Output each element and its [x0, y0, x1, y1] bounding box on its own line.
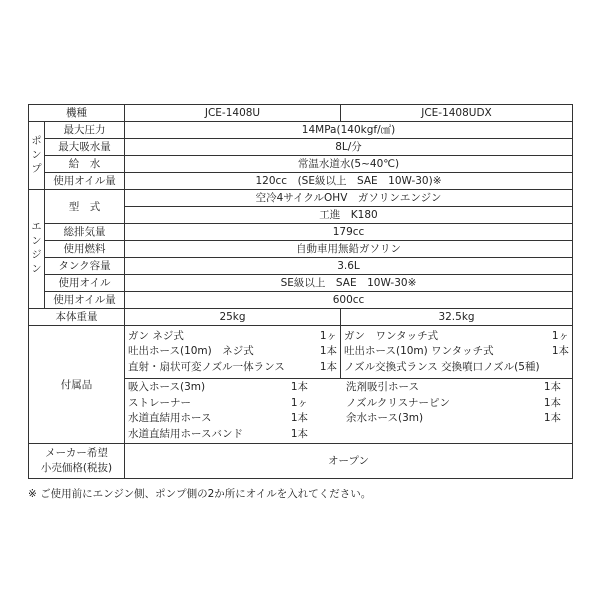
spec-value: 常温水道水(5~40℃): [125, 156, 573, 173]
spec-value: 3.6L: [125, 258, 573, 275]
accessories-u-cell: [125, 326, 341, 379]
spec-label: 給 水: [45, 156, 125, 173]
spec-value: 工進 K180: [125, 207, 573, 224]
weight-row: [29, 309, 573, 326]
list-item: 余水ホース(3m) 1本: [346, 412, 561, 424]
footnote: ※ ご使用前にエンジン側、ポンプ側の2か所にオイルを入れてください。: [28, 488, 372, 500]
engine-row: [29, 224, 573, 241]
list-item: ガン ネジ式 1ヶ: [128, 329, 337, 342]
list-item: 洗剤吸引ホース 1本: [346, 381, 561, 393]
model-udx: JCE-1408UDX: [341, 105, 573, 122]
spec-label: 使用オイル: [45, 275, 125, 292]
spec-value: 179cc: [125, 224, 573, 241]
spec-label: 使用燃料: [45, 241, 125, 258]
pump-row: [29, 122, 573, 139]
price-label-line-2: 小売価格(税抜): [40, 462, 113, 474]
spec-value: 600cc: [125, 292, 573, 309]
spec-value: 14MPa(140kgf/㎠): [125, 122, 573, 139]
accessories-label: 付属品: [29, 326, 125, 444]
common-left-list: [128, 380, 308, 442]
pump-row: [29, 156, 573, 173]
spec-label: 最大吸水量: [45, 139, 125, 156]
pump-row: [29, 139, 573, 156]
model-label: 機種: [29, 105, 125, 122]
price-label: [29, 444, 125, 479]
weight-u: 25kg: [125, 309, 341, 326]
model-header-row: [29, 105, 573, 122]
price-row: [29, 444, 573, 479]
price-value: オープン: [125, 444, 573, 479]
pump-group-label: ポ ン プ: [29, 122, 45, 190]
list-item: 水道直結用ホース 1本: [128, 412, 308, 424]
weight-label: 本体重量: [29, 309, 125, 326]
spec-label: タンク容量: [45, 258, 125, 275]
list-item: 吸入ホース(3m) 1本: [128, 381, 308, 393]
engine-row: [29, 292, 573, 309]
spec-value: 空冷4サイクルOHV ガソリンエンジン: [125, 190, 573, 207]
spec-table: [28, 104, 573, 479]
spec-value: 自動車用無鉛ガソリン: [125, 241, 573, 258]
accessories-udx-cell: [341, 326, 573, 379]
accessories-common-cell: [125, 379, 573, 444]
accessories-row: [29, 326, 573, 379]
pump-row: [29, 173, 573, 190]
engine-row: [29, 190, 573, 207]
list-item: ストレーナー 1ヶ: [128, 396, 308, 409]
price-label-line-1: メーカー希望: [45, 447, 108, 459]
spec-label: 型 式: [45, 190, 125, 224]
spec-value: 8L/分: [125, 139, 573, 156]
engine-row: [29, 275, 573, 292]
spec-value: 120cc (SE級以上 SAE 10W-30)※: [125, 173, 573, 190]
spec-value: SE級以上 SAE 10W-30※: [125, 275, 573, 292]
list-item: ノズルクリスナーピン 1本: [346, 396, 561, 409]
engine-row: [29, 241, 573, 258]
model-u: JCE-1408U: [125, 105, 341, 122]
spec-label: 総排気量: [45, 224, 125, 241]
engine-row: [29, 258, 573, 275]
spec-label: 最大圧力: [45, 122, 125, 139]
engine-group-label: エ ン ジ ン: [29, 190, 45, 309]
list-item: ガン ワンタッチ式 1ヶ: [344, 329, 569, 342]
weight-udx: 32.5kg: [341, 309, 573, 326]
spec-label: 使用オイル量: [45, 173, 125, 190]
spec-label: 使用オイル量: [45, 292, 125, 309]
list-item: 水道直結用ホースバンド 1本: [128, 427, 308, 440]
list-item: 吐出ホース(10m) ワンタッチ式 1本: [344, 345, 569, 358]
list-item: 直射・扇状可変ノズル一体ランス 1本: [128, 360, 337, 373]
list-item: ノズル交換式ランス 交換噴口ノズル(5種): [344, 360, 540, 373]
list-item: 吐出ホース(10m) ネジ式 1本: [128, 345, 337, 358]
common-right-list: [346, 380, 561, 442]
